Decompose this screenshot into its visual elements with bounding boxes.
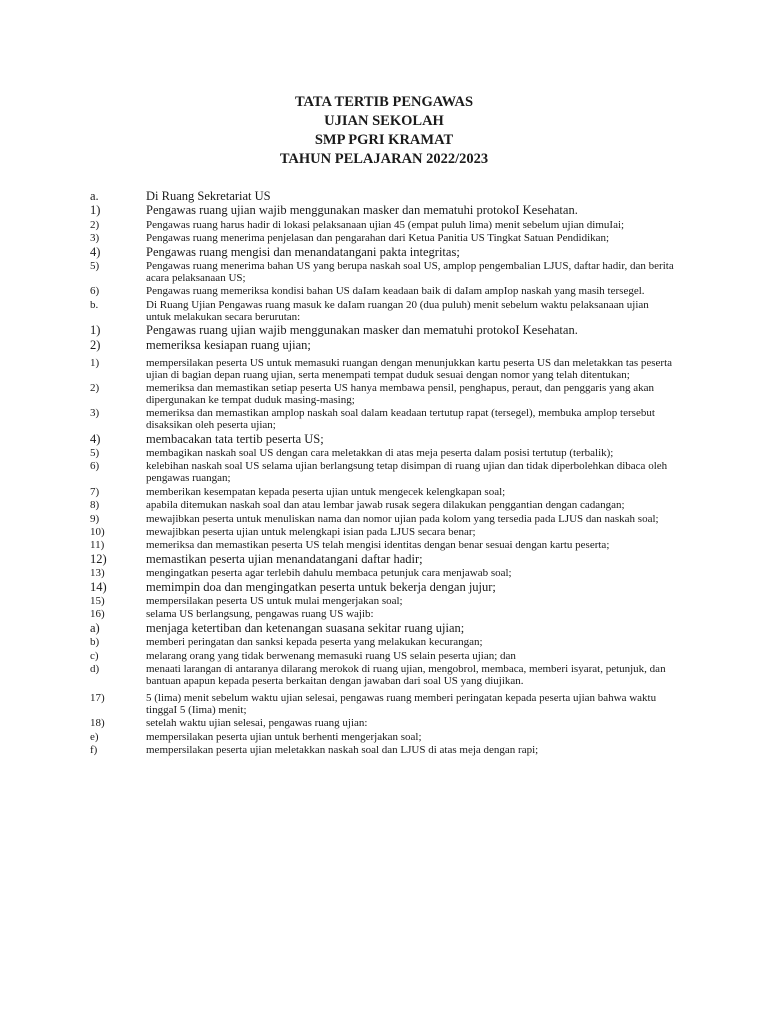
list-item-marker: 9) (90, 512, 100, 525)
list-item-marker: 7) (90, 485, 100, 498)
title-line: UJIAN SEKOLAH (324, 113, 444, 129)
list-item (90, 608, 690, 620)
list-item (90, 246, 690, 259)
list-item-marker: d) (90, 662, 100, 675)
list-item-marker: 8) (90, 499, 100, 512)
list-item (90, 204, 690, 217)
list-item-marker: 4) (90, 431, 101, 446)
list-item-text: Pengawas ruang harus hadir di lokasi pelaksanaan ujian 45 (empat puluh lima) menit sebelum ujian dimuIai; (146, 218, 625, 231)
list-item-text: 5 (lima) menit sebelum waktu ujian selesai, pengawas ruang memberi peringatan kepada peserta ujian bahwa waktu tinggaI 5 (Iima) menit; (146, 691, 657, 716)
list-item-text: memberikan kesempatan kepada peserta ujian untuk mengecek kelengkapan soal; (146, 485, 506, 498)
list-item (90, 260, 690, 284)
list-item-text: memeriksa dan memastikan amplop naskah soal dalam keadaan tertutup rapat (tersegel), membuka amplop tersebut disaksikan oleh peserta ujian; (146, 407, 655, 432)
list-item-text: mewajibkan peserta ujian untuk melengkapi isian pada LJUS secara benar; (146, 526, 476, 539)
list-item-marker: 18) (90, 717, 105, 730)
list-item (90, 663, 690, 687)
list-item-marker: 2) (90, 218, 100, 231)
list-item (90, 324, 690, 337)
list-item-text: mempersilakan peserta ujian untuk berhenti mengerjakan soal; (146, 730, 422, 743)
list-item-marker: b) (90, 636, 100, 649)
list-item (90, 513, 690, 525)
list-item (90, 731, 690, 743)
list-item-text: membagikan naskah soal US dengan cara meletakkan di atas meja peserta dalam posisi tertutup (terbalik); (146, 447, 614, 460)
list-item (90, 486, 690, 498)
list-item-marker: 10) (90, 526, 105, 539)
list-item-marker: e) (90, 730, 99, 743)
list-item-text: Di Ruang Sekretariat US (146, 189, 271, 203)
list-item (90, 595, 690, 607)
list-item-marker: 6) (90, 285, 100, 298)
list-item-text: Pengawas ruang menerima bahan US yang berupa naskah soal US, amplop pengembalian LJUS, daftar hadir, dan berita acara pelaksanaan US; (146, 259, 674, 284)
list-item-marker: 1) (90, 203, 101, 218)
list-item-text: selama US berlangsung, pengawas ruang US wajib: (146, 608, 374, 621)
list-item-text: memberi peringatan dan sanksi kepada peserta yang melakukan kecurangan; (146, 636, 483, 649)
list-item-text: memastikan peserta ujian menandatangani daftar hadir; (146, 551, 423, 566)
list-item-text: memimpin doa dan mengingatkan peserta untuk bekerja dengan jujur; (146, 579, 496, 594)
list-item (90, 499, 690, 511)
list-item-marker: c) (90, 649, 99, 662)
list-item-marker: a) (90, 620, 100, 635)
list-item (90, 526, 690, 538)
list-item-marker: a. (90, 189, 99, 203)
list-item-marker: 17) (90, 691, 105, 704)
list-item-text: Pengawas ruang menerima penjelasan dan pengarahan dari Ketua Panitia US Tingkat Satuan Pendidikan; (146, 232, 610, 245)
list-item (90, 636, 690, 648)
list-item (90, 190, 690, 203)
title-line: SMP PGRI KRAMAT (314, 132, 454, 148)
list-item-marker: b. (90, 298, 99, 311)
list-item (90, 407, 690, 431)
list-item (90, 744, 690, 756)
list-item-text: memeriksa kesiapan ruang ujian; (146, 337, 311, 352)
list-item-text: Pengawas ruang ujian wajib menggunakan masker dan mematuhi protokoI Kesehatan. (146, 203, 578, 218)
list-item (90, 285, 690, 297)
list-item-marker: 15) (90, 594, 105, 607)
list-item-text: menaati larangan di antaranya dilarang merokok di ruang ujian, mengobrol, membaca, memberi isyarat, petunjuk, dan bantuan apapun kepada peserta berkaitan dengan jawaban dari soal US yang diujikan. (146, 662, 666, 687)
list-item (90, 460, 690, 484)
list-item-text: kelebihan naskah soal US selama ujian berlangsung tetap disimpan di ruang ujian dan tidak diperbolehkan dibaca oleh pengawas ruangan; (146, 460, 668, 485)
list-item-text: memeriksa dan memastikan peserta US telah mengisi identitas dengan benar sesuai dengan kartu peserta; (146, 539, 610, 552)
list-item-marker: 5) (90, 447, 100, 460)
list-item-text: apabila ditemukan naskah soal dan atau lembar jawab rusak segera dilakukan penggantian dengan cadangan; (146, 499, 625, 512)
list-item-text: mempersilakan peserta ujian meletakkan naskah soal dan LJUS di atas meja dengan rapi; (146, 744, 539, 757)
list-item-marker: 2) (90, 381, 100, 394)
title-line: TATA TERTIB PENGAWAS (294, 94, 474, 110)
list-item (90, 433, 690, 446)
list-item-marker: 6) (90, 460, 100, 473)
list-item-marker: 3) (90, 232, 100, 245)
list-item-text: Pengawas ruang ujian wajib menggunakan masker dan mematuhi protokoI Kesehatan. (146, 323, 578, 338)
list-item-text: setelah waktu ujian selesai, pengawas ruang ujian: (146, 717, 368, 730)
list-item (90, 553, 690, 566)
list-item-marker: 1) (90, 356, 100, 369)
list-item-text: Di Ruang Ujian Pengawas ruang masuk ke daIam ruangan 20 (dua puluh) menit sebelum waktu pelaksanaan ujian untuk melakukan secara berurutan: (146, 298, 649, 323)
list-item-text: Pengawas ruang memeriksa kondisi bahan US daIam keadaan baik di daIam ampIop naskah yang masih tersegel. (146, 285, 645, 298)
list-item-marker: 5) (90, 259, 100, 272)
list-item (90, 650, 690, 662)
list-item-marker: f) (90, 744, 98, 757)
list-item-text: mempersilakan peserta US untuk mulai mengerjakan soal; (146, 594, 403, 607)
list-item (90, 717, 690, 729)
list-item (90, 567, 690, 579)
document-title (0, 93, 768, 169)
list-item-text: Pengawas ruang mengisi dan menandatangani pakta integritas; (146, 244, 460, 259)
list-item (90, 581, 690, 594)
list-item-marker: 14) (90, 579, 107, 594)
list-item-marker: 12) (90, 551, 107, 566)
list-item-text: mempersilakan peserta US untuk memasuki ruangan dengan menunjukkan kartu peserta US dan meletakkan tas peserta ujian di bagian depan ruang ujian, serta menempati tempat duduk sesuai dengan nomor yang telah ditentukan; (146, 356, 673, 381)
list-item (90, 692, 690, 716)
list-item-marker: 11) (90, 539, 105, 552)
list-item (90, 219, 690, 231)
list-item-marker: 13) (90, 567, 105, 580)
list-item-text: mewajibkan peserta untuk menuliskan nama dan nomor ujian pada kolom yang tersedia pada LJUS dan naskah soal; (146, 512, 659, 525)
list-item-marker: 3) (90, 407, 100, 420)
list-item-marker: 16) (90, 608, 105, 621)
list-item (90, 357, 690, 381)
list-item-text: menjaga ketertiban dan ketenangan suasana sekitar ruang ujian; (146, 620, 465, 635)
rules-list (90, 190, 690, 758)
list-item-text: membacakan tata tertib peserta US; (146, 431, 324, 446)
list-item (90, 447, 690, 459)
list-item-text: memeriksa dan memastikan setiap peserta US hanya membawa pensil, penghapus, peraut, dan penggaris yang akan dipergunakan ke tempat duduk masing-masing; (146, 381, 654, 406)
list-item (90, 539, 690, 551)
list-item-text: melarang orang yang tidak berwenang memasuki ruang US selain peserta ujian; dan (146, 649, 516, 662)
title-line: TAHUN PELAJARAN 2022/2023 (279, 151, 489, 167)
list-item-text: mengingatkan peserta agar terlebih dahulu membaca petunjuk cara menjawab soal; (146, 567, 512, 580)
list-item (90, 232, 690, 244)
list-item (90, 299, 690, 323)
list-item (90, 382, 690, 406)
list-item (90, 339, 690, 352)
list-item-marker: 4) (90, 244, 101, 259)
list-item-marker: 1) (90, 323, 101, 338)
list-item-marker: 2) (90, 337, 101, 352)
list-item (90, 622, 690, 635)
